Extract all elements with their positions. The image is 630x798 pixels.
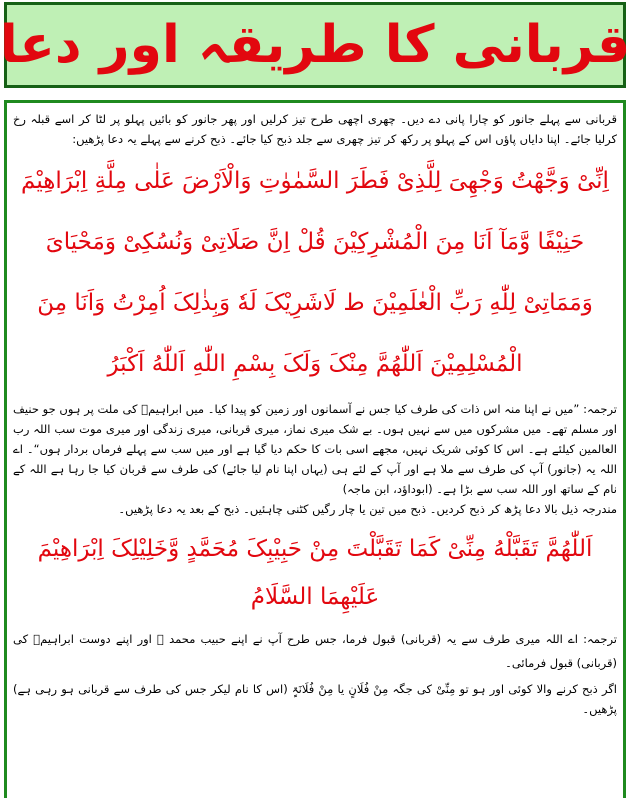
note-paragraph: اگر ذبح کرنے والا کوئی اور ہو تو مِنِّیْ کی جگہ مِنْ فُلَانٍ یا مِنْ فُلَانَۃٍ (اس کا نام لیکر جس کی طرف سے قربانی ہو رہی ہے) پڑھیں۔ xyxy=(13,682,617,716)
page-title: قربانی کا طریقہ اور دعا xyxy=(0,15,630,75)
content-frame xyxy=(4,100,626,798)
dua-before-slaughter: اِنِّیْ وَجَّھْتُ وَجْھِیَ لِلَّذِیْ فَطَرَ السَّمٰوٰتِ وَالْاَرْضَ عَلٰی مِلَّةِ اِبْرَاھِیْمَ حَنِیْفًا وَّمَآ اَنَا مِنَ الْمُشْرِکِیْنَ قُلْ اِنَّ صَلَاتِیْ وَنُسُکِیْ وَمَحْیَایَ وَمَمَاتِیْ لِلّٰهِ رَبِّ الْعٰلَمِیْنَ ط لَاشَرِیْکَ لَهٗ وَبِذٰلِکَ اُمِرْتُ وَاَنَا مِنَ الْمُسْلِمِیْنَ اَللّٰھُمَّ مِنْکَ وَلَکَ بِسْمِ اللّٰهِ اَللّٰهُ اَکْبَرُ xyxy=(21,168,609,377)
translation-paragraph-1: ترجمہ: ”میں نے اپنا منہ اس ذات کی طرف کیا جس نے آسمانوں اور زمین کو پیدا کیا۔ میں ابراہیمؑ کی ملت پر ہوں جو حنیف اور مسلم تھے۔ میں مشرکوں میں سے نہیں ہوں۔ بے شک میری نماز، میری قربانی، میری زندگی اور میری موت سب اللہ رب العالمین کیلئے ہے۔ اس کا کوئی شریک نہیں، مجھے اسی بات کا حکم دیا گیا ہے اور میں سب سے پہلے فرماں بردار ہوں“۔ اے اللہ یہ (جانور) آپ کی طرف سے ملا ہے اور آپ کے لئے ہی (یہاں اپنا نام لیا جائے) کی طرف سے قربان کیا جا رہا ہے اللہ کے نام کے ساتھ اور اللہ سب سے بڑا ہے۔ (ابوداؤد، ابن ماجہ) xyxy=(13,402,617,496)
intro-paragraph: قربانی سے پہلے جانور کو چارا پانی دے دیں۔ چھری اچھی طرح تیز کرلیں اور پھر جانور کو بائیں پہلو پر لٹا کر اسے قبلہ رخ کرلیا جائے۔ اپنا دایاں پاؤں اس کے پہلو پر رکھ کر تیز چھری سے جلد ذبح کیا جائے۔ ذبح کرنے سے پہلے یہ دعا پڑھیں: xyxy=(13,112,617,146)
translation-paragraph-2: ترجمہ: اے اللہ میری طرف سے یہ (قربانی) قبول فرما، جس طرح آپ نے اپنے حبیب محمد ﷺ اور اپنے دوست ابراہیمؑ کی (قربانی) قبول فرمائی۔ xyxy=(13,632,617,670)
dua-after-slaughter: اَللّٰھُمَّ تَقَبَّلْهُ مِنِّیْ کَمَا تَقَبَّلْتَ مِنْ حَبِیْبِکَ مُحَمَّدٍ وَّخَلِیْلِکَ اِبْرَاھِیْمَ عَلَیْھِمَا السَّلَامُ xyxy=(37,536,593,610)
title-banner xyxy=(0,2,630,88)
instruction-paragraph: مندرجہ ذیل بالا دعا پڑھ کر ذبح کردیں۔ ذبح میں تین یا چار رگیں کٹنی چاہئیں۔ ذبح کے بعد یہ دعا پڑھیں۔ xyxy=(118,502,617,516)
